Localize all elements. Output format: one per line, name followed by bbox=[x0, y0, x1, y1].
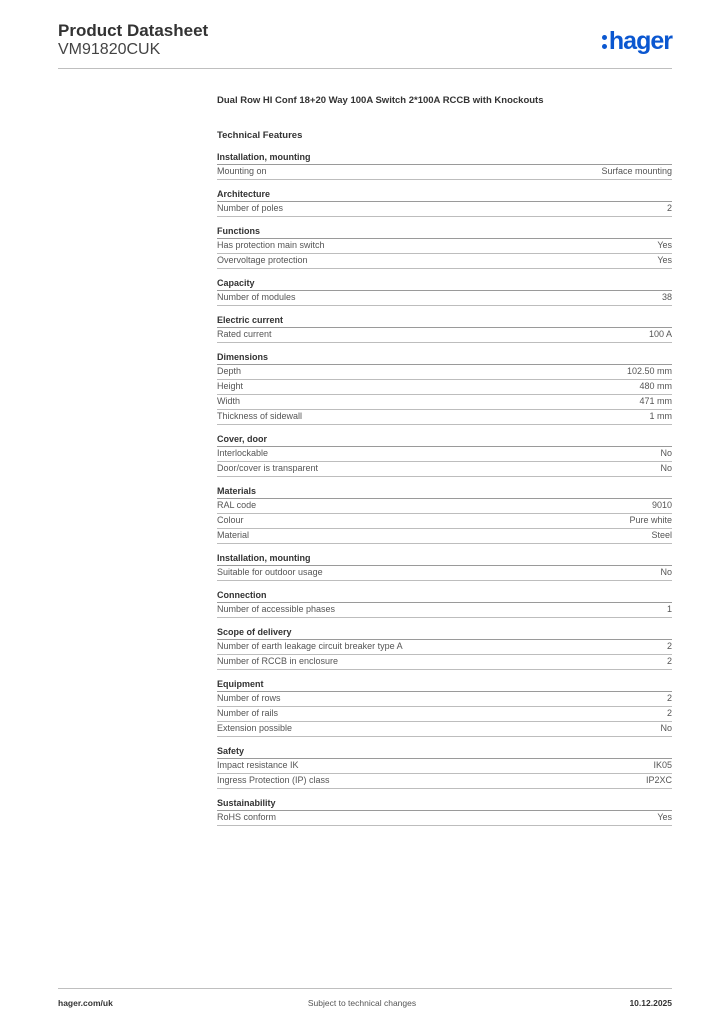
feature-section bbox=[217, 314, 672, 343]
feature-section bbox=[217, 626, 672, 670]
section-heading: Architecture bbox=[217, 188, 672, 202]
feature-row bbox=[217, 811, 672, 826]
feature-section bbox=[217, 225, 672, 269]
feature-section bbox=[217, 678, 672, 737]
feature-sections bbox=[217, 151, 672, 826]
section-heading: Safety bbox=[217, 745, 672, 759]
feature-row bbox=[217, 774, 672, 789]
logo-colon-icon bbox=[602, 33, 608, 50]
feature-label: Impact resistance IK bbox=[217, 760, 299, 770]
feature-row bbox=[217, 692, 672, 707]
feature-value: 102.50 mm bbox=[626, 366, 672, 376]
footer-website: hager.com/uk bbox=[58, 998, 113, 1008]
datasheet-content bbox=[217, 95, 672, 834]
feature-value: 100 A bbox=[648, 329, 672, 339]
feature-row bbox=[217, 499, 672, 514]
feature-label: Number of poles bbox=[217, 203, 284, 213]
feature-value: Steel bbox=[651, 530, 672, 540]
feature-row bbox=[217, 202, 672, 217]
section-heading: Functions bbox=[217, 225, 672, 239]
feature-row bbox=[217, 410, 672, 425]
section-heading: Capacity bbox=[217, 277, 672, 291]
feature-value: IK05 bbox=[653, 760, 672, 770]
feature-value: IP2XC bbox=[645, 775, 672, 785]
feature-label: Has protection main switch bbox=[217, 240, 325, 250]
section-heading: Electric current bbox=[217, 314, 672, 328]
feature-section bbox=[217, 589, 672, 618]
feature-value: 471 mm bbox=[639, 396, 672, 406]
feature-label: Height bbox=[217, 381, 244, 391]
feature-label: Rated current bbox=[217, 329, 272, 339]
feature-section bbox=[217, 745, 672, 789]
feature-label: Door/cover is transparent bbox=[217, 463, 319, 473]
product-title: Dual Row HI Conf 18+20 Way 100A Switch 2*100A RCCB with Knockouts bbox=[217, 95, 544, 106]
feature-value: No bbox=[660, 723, 672, 733]
section-heading: Cover, door bbox=[217, 433, 672, 447]
feature-row bbox=[217, 529, 672, 544]
section-heading: Sustainability bbox=[217, 797, 672, 811]
feature-label: Suitable for outdoor usage bbox=[217, 567, 323, 577]
feature-label: Colour bbox=[217, 515, 244, 525]
feature-row bbox=[217, 380, 672, 395]
feature-row bbox=[217, 291, 672, 306]
feature-value: 2 bbox=[666, 693, 672, 703]
section-heading: Dimensions bbox=[217, 351, 672, 365]
feature-label: Number of accessible phases bbox=[217, 604, 336, 614]
feature-value: 2 bbox=[666, 641, 672, 651]
feature-row bbox=[217, 165, 672, 180]
feature-value: Yes bbox=[657, 240, 672, 250]
product-code: VM91820CUK bbox=[58, 41, 161, 58]
feature-label: RoHS conform bbox=[217, 812, 277, 822]
feature-row bbox=[217, 395, 672, 410]
feature-row bbox=[217, 328, 672, 343]
feature-section bbox=[217, 485, 672, 544]
feature-label: RAL code bbox=[217, 500, 257, 510]
section-heading: Connection bbox=[217, 589, 672, 603]
feature-row bbox=[217, 640, 672, 655]
feature-value: No bbox=[660, 448, 672, 458]
feature-value: 38 bbox=[661, 292, 672, 302]
feature-value: 2 bbox=[666, 708, 672, 718]
section-heading: Installation, mounting bbox=[217, 552, 672, 566]
feature-section bbox=[217, 188, 672, 217]
header-divider bbox=[58, 68, 672, 69]
feature-row bbox=[217, 462, 672, 477]
feature-row bbox=[217, 447, 672, 462]
feature-row bbox=[217, 655, 672, 670]
feature-label: Number of RCCB in enclosure bbox=[217, 656, 339, 666]
feature-value: 1 mm bbox=[649, 411, 672, 421]
feature-label: Ingress Protection (IP) class bbox=[217, 775, 330, 785]
feature-label: Material bbox=[217, 530, 250, 540]
technical-features-heading: Technical Features bbox=[217, 130, 303, 141]
feature-value: 1 bbox=[666, 604, 672, 614]
feature-label: Mounting on bbox=[217, 166, 267, 176]
feature-row bbox=[217, 566, 672, 581]
feature-row bbox=[217, 603, 672, 618]
feature-label: Number of rows bbox=[217, 693, 281, 703]
feature-label: Interlockable bbox=[217, 448, 269, 458]
feature-section bbox=[217, 797, 672, 826]
feature-section bbox=[217, 277, 672, 306]
hager-logo bbox=[602, 29, 672, 55]
feature-row bbox=[217, 722, 672, 737]
feature-row bbox=[217, 365, 672, 380]
feature-section bbox=[217, 552, 672, 581]
section-heading: Materials bbox=[217, 485, 672, 499]
feature-label: Number of earth leakage circuit breaker type A bbox=[217, 641, 403, 651]
feature-label: Number of rails bbox=[217, 708, 279, 718]
feature-section bbox=[217, 151, 672, 180]
feature-row bbox=[217, 707, 672, 722]
feature-section bbox=[217, 433, 672, 477]
feature-label: Number of modules bbox=[217, 292, 296, 302]
footer-date: 10.12.2025 bbox=[629, 998, 672, 1008]
feature-value: No bbox=[660, 567, 672, 577]
feature-value: Pure white bbox=[629, 515, 672, 525]
feature-value: 480 mm bbox=[639, 381, 672, 391]
feature-row bbox=[217, 254, 672, 269]
feature-label: Overvoltage protection bbox=[217, 255, 308, 265]
feature-value: Yes bbox=[657, 812, 672, 822]
feature-value: 2 bbox=[666, 656, 672, 666]
feature-label: Depth bbox=[217, 366, 242, 376]
section-heading: Scope of delivery bbox=[217, 626, 672, 640]
footer-divider bbox=[58, 988, 672, 989]
feature-label: Extension possible bbox=[217, 723, 293, 733]
page-title: Product Datasheet bbox=[58, 21, 209, 40]
feature-section bbox=[217, 351, 672, 425]
footer-notice: Subject to technical changes bbox=[307, 998, 417, 1008]
feature-value: Surface mounting bbox=[601, 166, 672, 176]
feature-value: 2 bbox=[666, 203, 672, 213]
feature-value: 9010 bbox=[651, 500, 672, 510]
feature-value: Yes bbox=[657, 255, 672, 265]
feature-row bbox=[217, 514, 672, 529]
feature-value: No bbox=[660, 463, 672, 473]
feature-row bbox=[217, 759, 672, 774]
feature-label: Width bbox=[217, 396, 241, 406]
section-heading: Installation, mounting bbox=[217, 151, 672, 165]
feature-row bbox=[217, 239, 672, 254]
logo-wordmark: hager bbox=[608, 27, 672, 55]
section-heading: Equipment bbox=[217, 678, 672, 692]
feature-label: Thickness of sidewall bbox=[217, 411, 303, 421]
